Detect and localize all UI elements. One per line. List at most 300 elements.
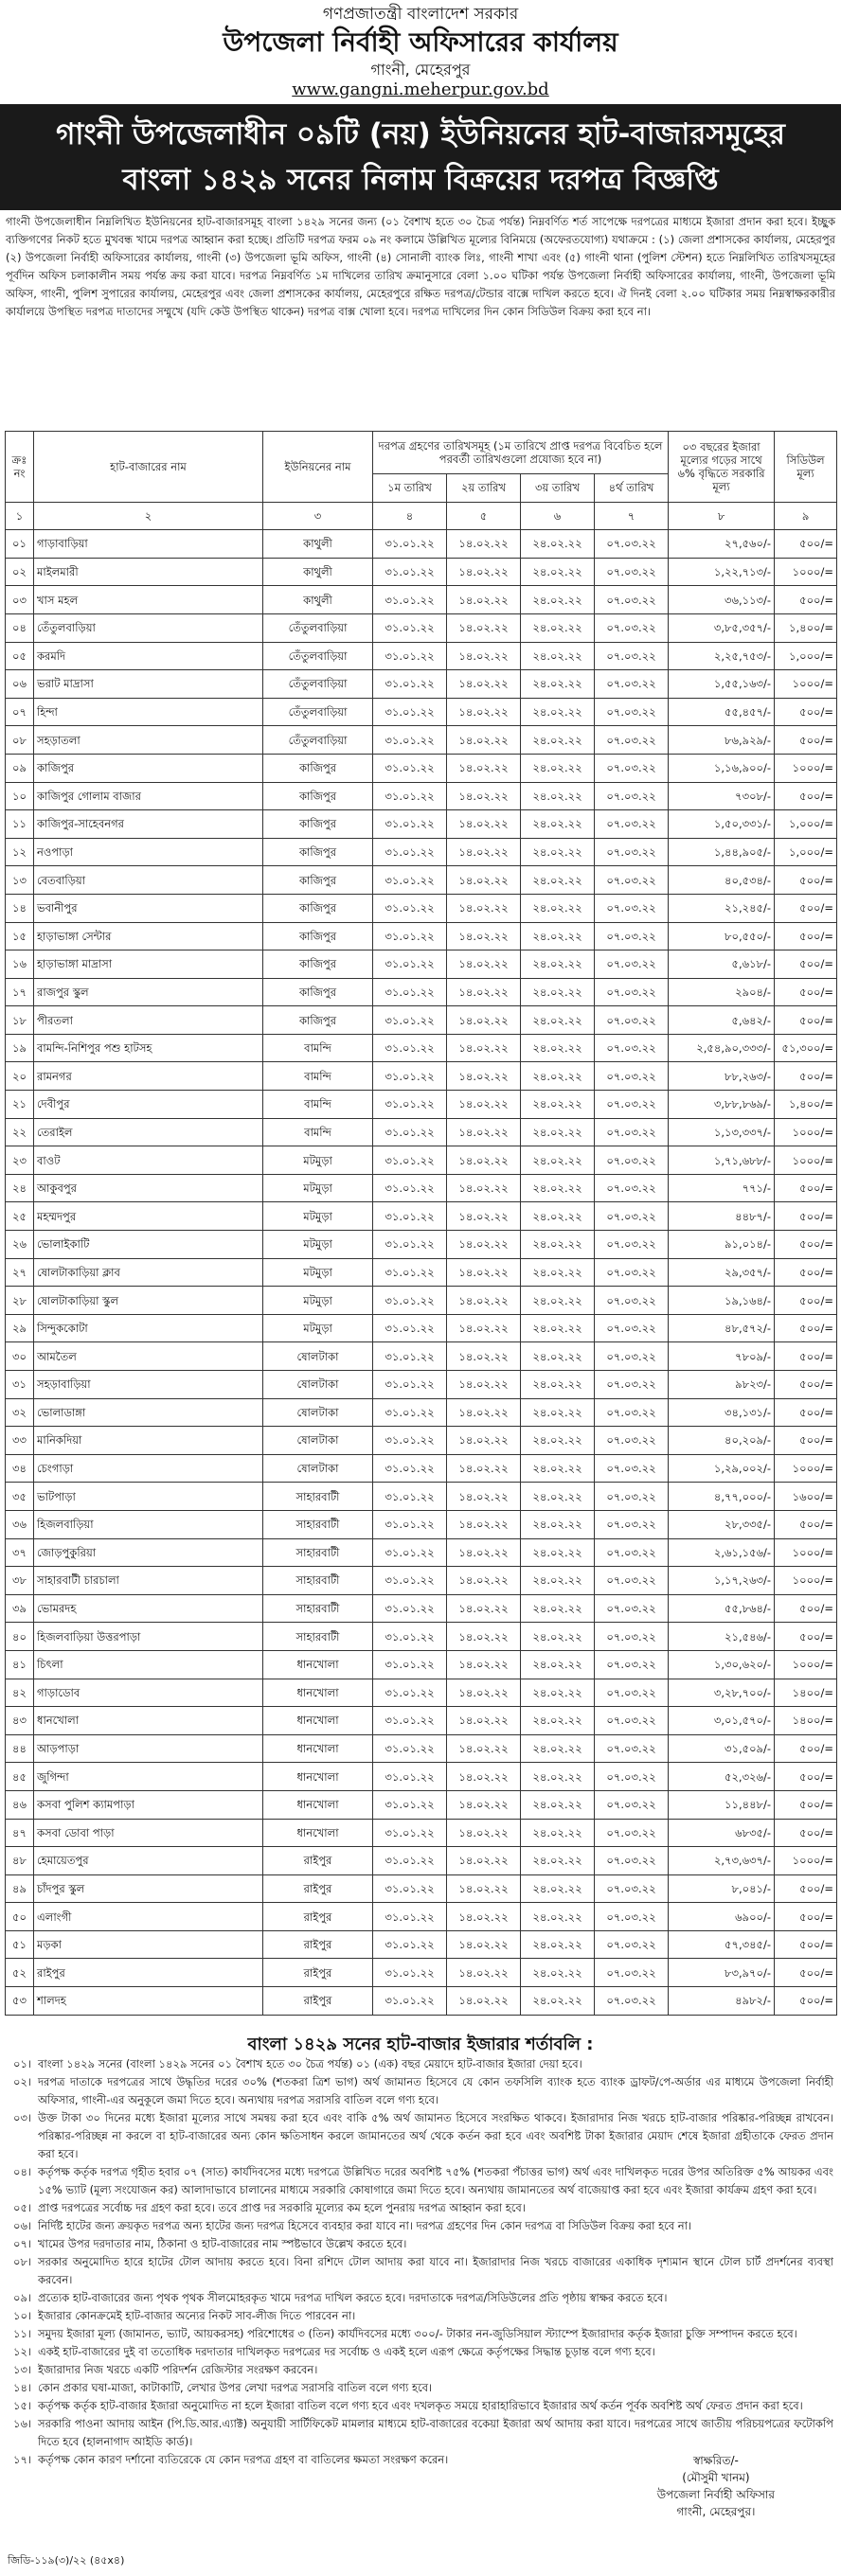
- union-cell: সাহারবাটী: [263, 1510, 373, 1538]
- serial-cell: ৩৬: [6, 1510, 34, 1538]
- date-1-cell: ৩১.০১.২২: [373, 1034, 447, 1062]
- date-2-cell: ১৪.০২.২২: [447, 1874, 521, 1903]
- date-3-cell: ২৪.০২.২২: [521, 1819, 595, 1847]
- serial-cell: ১৩: [6, 866, 34, 895]
- date-2-cell: ১৪.০২.২২: [447, 1202, 521, 1231]
- govt-price-cell: ২৮,৩৩৫/-: [669, 1510, 775, 1538]
- serial-cell: ১২: [6, 838, 34, 866]
- govt-price-cell: ৮৩,৯৭০/-: [669, 1959, 775, 1987]
- date-1-cell: ৩১.০১.২২: [373, 1146, 447, 1175]
- schedule-price-cell: ৫১,৩০০/=: [775, 1034, 837, 1062]
- government-name: গণপ্রজাতন্ত্রী বাংলাদেশ সরকার: [322, 5, 519, 24]
- serial-cell: ৩১: [6, 1371, 34, 1399]
- govt-price-cell: ৩,২৮,৭০০/-: [669, 1679, 775, 1707]
- table-row: [6, 1371, 837, 1399]
- date-2-cell: ১৪.০২.২২: [447, 810, 521, 839]
- term-item: [13, 2307, 833, 2325]
- schedule-price-cell: ৫০০/=: [775, 1819, 837, 1847]
- table-row: [6, 1987, 837, 2016]
- table-row: [6, 1062, 837, 1091]
- term-text: বাংলা ১৪২৯ সনের (বাংলা ১৪২৯ সনের ০১ বৈশাখ হতে ৩০ চৈত্র পর্যন্ত) ০১ (এক) বছর মেয়াদে হাট-বাজার ইজারা দেয়া হবে।: [38, 2056, 582, 2070]
- schedule-price-cell: ১,৪০০/=: [775, 1091, 837, 1119]
- date-2-cell: ১৪.০২.২২: [447, 1567, 521, 1595]
- union-cell: ষোলটাকা: [263, 1342, 373, 1371]
- schedule-price-cell: ৫০০/=: [775, 1258, 837, 1287]
- schedule-price-cell: ৫০০/=: [775, 1287, 837, 1315]
- market-name-cell: শালদহ: [34, 1987, 263, 2016]
- term-number: ০৩।: [13, 2110, 32, 2124]
- serial-cell: ৫০: [6, 1903, 34, 1931]
- date-2-cell: ১৪.০২.২২: [447, 1314, 521, 1342]
- date-4-cell: ০৭.০৩.২২: [595, 558, 669, 586]
- govt-price-cell: ৩,০১,৫৭০/-: [669, 1707, 775, 1735]
- date-2-cell: ১৪.০২.২২: [447, 1174, 521, 1202]
- date-2-cell: ১৪.০২.২২: [447, 1398, 521, 1427]
- table-row: [6, 1454, 837, 1483]
- serial-cell: ৪৬: [6, 1790, 34, 1819]
- term-number: ১৪।: [13, 2380, 32, 2394]
- market-name-cell: ভাটপাড়া: [34, 1483, 263, 1511]
- schedule-price-cell: ৫০০/=: [775, 1874, 837, 1903]
- table-row: [6, 978, 837, 1006]
- govt-price-cell: ২,৭৩,৬৩৭/-: [669, 1847, 775, 1875]
- market-name-cell: চাঁদপুর স্কুল: [34, 1874, 263, 1903]
- column-number: ৪: [373, 502, 447, 530]
- term-number: ০৬।: [13, 2218, 32, 2232]
- schedule-price-cell: ৫০০/=: [775, 1594, 837, 1623]
- schedule-price-cell: ১৬০০/=: [775, 1483, 837, 1511]
- market-name-cell: কাজিপুর গোলাম বাজার: [34, 782, 263, 810]
- union-cell: বামন্দি: [263, 1091, 373, 1119]
- serial-cell: ২২: [6, 1118, 34, 1146]
- market-name-cell: আড়পাড়া: [34, 1734, 263, 1763]
- serial-cell: ৩৩: [6, 1427, 34, 1455]
- date-3-cell: ২৪.০২.২২: [521, 1342, 595, 1371]
- date-4-cell: ০৭.০৩.২২: [595, 1679, 669, 1707]
- date-4-cell: ০৭.০৩.২২: [595, 1258, 669, 1287]
- date-4-cell: ০৭.০৩.২২: [595, 1650, 669, 1679]
- union-cell: ধানখোলা: [263, 1763, 373, 1791]
- date-3-cell: ২৪.০২.২২: [521, 726, 595, 755]
- market-name-cell: পীরতলা: [34, 1006, 263, 1035]
- date-4-cell: ০৭.০৩.২২: [595, 1454, 669, 1483]
- date-2-cell: ১৪.০২.২২: [447, 586, 521, 614]
- table-row: [6, 1707, 837, 1735]
- date-2-cell: ১৪.০২.২২: [447, 1538, 521, 1567]
- date-4-cell: ০৭.০৩.২২: [595, 782, 669, 810]
- date-2-cell: ১৪.০২.২২: [447, 754, 521, 782]
- date-1-cell: ৩১.০১.২২: [373, 1707, 447, 1735]
- date-1-cell: ৩১.০১.২২: [373, 922, 447, 950]
- date-2-cell: ১৪.০২.২২: [447, 530, 521, 559]
- date-2-cell: ১৪.০২.২২: [447, 726, 521, 755]
- market-name-cell: তেঁতুলবাড়িয়া: [34, 613, 263, 642]
- market-table: [5, 431, 837, 2016]
- union-cell: কাজিপুর: [263, 978, 373, 1006]
- union-cell: কাজিপুর: [263, 782, 373, 810]
- market-name-cell: জোড়পুকুরিয়া: [34, 1538, 263, 1567]
- date-4-cell: ০৭.০৩.২২: [595, 1146, 669, 1175]
- union-cell: সাহারবাটী: [263, 1567, 373, 1595]
- schedule-price-cell: ৫০০/=: [775, 1510, 837, 1538]
- market-name-cell: ধানখোলা: [34, 1707, 263, 1735]
- date-3-cell: ২৪.০২.২২: [521, 530, 595, 559]
- govt-price-cell: ১,৪৪,৯০৫/-: [669, 838, 775, 866]
- table-row: [6, 838, 837, 866]
- date-3-cell: ২৪.০২.২২: [521, 1034, 595, 1062]
- date-2-cell: ১৪.০২.২২: [447, 1118, 521, 1146]
- date-2-cell: ১৪.০২.২২: [447, 670, 521, 699]
- market-name-cell: কাজিপুর: [34, 754, 263, 782]
- serial-cell: ১৫: [6, 922, 34, 950]
- date-4-cell: ০৭.০৩.২২: [595, 530, 669, 559]
- table-row: [6, 1959, 837, 1987]
- table-row: [6, 1763, 837, 1791]
- govt-price-cell: ১,২৯,০০২/-: [669, 1454, 775, 1483]
- union-cell: ষোলটাকা: [263, 1454, 373, 1483]
- serial-cell: ৪৭: [6, 1819, 34, 1847]
- date-1-cell: ৩১.০১.২২: [373, 1231, 447, 1259]
- header-schedule-price: সিডিউল মূল্য: [775, 432, 837, 503]
- govt-price-cell: ১,৫৫,১৬৩/-: [669, 670, 775, 699]
- table-row: [6, 1202, 837, 1231]
- market-name-cell: হাড়াভাঙ্গা সেন্টার: [34, 922, 263, 950]
- table-row: [6, 1483, 837, 1511]
- union-cell: সাহারবাটী: [263, 1538, 373, 1567]
- market-name-cell: আমতৈল: [34, 1342, 263, 1371]
- date-3-cell: ২৪.০২.২২: [521, 754, 595, 782]
- govt-price-cell: ৩,৮৮,৮৬৯/-: [669, 1091, 775, 1119]
- serial-cell: ৩৭: [6, 1538, 34, 1567]
- date-4-cell: ০৭.০৩.২২: [595, 1819, 669, 1847]
- date-2-cell: ১৪.০২.২২: [447, 1987, 521, 2016]
- market-name-cell: জুগিন্দা: [34, 1763, 263, 1791]
- header-date-2: ২য় তারিখ: [447, 474, 521, 503]
- govt-price-cell: ৮৬,৯২৯/-: [669, 726, 775, 755]
- term-text: উক্ত টাকা ৩০ দিনের মধ্যে ইজারা মূল্যের সাথে সমন্বয় করা হবে এবং বাকি ৫% অর্থ জামানত হিসেবে সংরক্ষিত থাকবে। ইজারাদার নিজ খরচে হাট-বাজার পরিষ্কার-পরিচ্ছন্ন রাখবেন। পরিষ্কার-পরিচ্ছন্ন না করলে বা হাট-বাজারের অন্য কোন ক্ষতিসাধন করলে জামানতের অর্থ থেকে কর্তন করা হবে এবং অবশিষ্ট টাকা ইজারার মেয়াদ শেষে ইজারা গ্রহীতাকে ফেরত প্রদান করা হবে।: [38, 2110, 833, 2160]
- schedule-price-cell: ৫০০/=: [775, 782, 837, 810]
- govt-price-cell: ৫৫,৮৬৪/-: [669, 1594, 775, 1623]
- union-cell: ধানখোলা: [263, 1650, 373, 1679]
- serial-cell: ১১: [6, 810, 34, 839]
- table-row: [6, 1623, 837, 1651]
- date-1-cell: ৩১.০১.২২: [373, 894, 447, 922]
- table-row: [6, 1398, 837, 1427]
- date-2-cell: ১৪.০২.২২: [447, 1371, 521, 1399]
- date-3-cell: ২৪.০২.২২: [521, 894, 595, 922]
- term-item: [13, 2361, 833, 2379]
- govt-price-cell: ৫,৬১৮/-: [669, 950, 775, 979]
- govt-price-cell: ৮৮,২৬৩/-: [669, 1062, 775, 1091]
- govt-price-cell: ৬৮৩৫/-: [669, 1819, 775, 1847]
- govt-price-cell: ৪০,৫৩৪/-: [669, 866, 775, 895]
- header-date-3: ৩য় তারিখ: [521, 474, 595, 503]
- union-cell: রাইপুর: [263, 1959, 373, 1987]
- serial-cell: ১৭: [6, 978, 34, 1006]
- table-row: [6, 1650, 837, 1679]
- union-cell: রাইপুর: [263, 1987, 373, 2016]
- govt-price-cell: ২৭,৫৬০/-: [669, 530, 775, 559]
- date-3-cell: ২৪.০২.২২: [521, 1314, 595, 1342]
- website-link[interactable]: www.gangni.meherpur.gov.bd: [292, 80, 549, 99]
- table-row: [6, 1231, 837, 1259]
- market-name-cell: গাড়াডোব: [34, 1679, 263, 1707]
- market-rows: [6, 530, 837, 2015]
- market-name-cell: বেতবাড়িয়া: [34, 866, 263, 895]
- schedule-price-cell: ৫০০/=: [775, 1174, 837, 1202]
- serial-cell: ২৯: [6, 1314, 34, 1342]
- market-name-cell: রাজপুর স্কুল: [34, 978, 263, 1006]
- column-number: ৬: [521, 502, 595, 530]
- date-3-cell: ২৪.০২.২২: [521, 1258, 595, 1287]
- date-2-cell: ১৪.০২.২২: [447, 1427, 521, 1455]
- date-2-cell: ১৪.০২.২২: [447, 1930, 521, 1959]
- term-text: কর্তৃপক্ষ কর্তৃক দরপত্র গৃহীত হবার ০৭ (সাত) কার্যদিবসের মধ্যে দরপত্রে উল্লিখিত দরের অবশিষ্ট ৭৫% (শতকরা পঁচাত্তর ভাগ) অর্থ এবং দাখিলকৃত দরের উপর অতিরিক্ত ৫% আয়কর এবং ১৫% ভ্যাট (মূল্য সংযোজন কর) আলাদাভাবে চালানের মাধ্যমে সরকারি কোষাগারে জমা দিতে হবে। অন্যথায় জামানতের অর্থ বাজেয়াপ্ত করা হবে এবং ইজারা কার্যক্রম গ্রহণ করা হবে।: [38, 2164, 833, 2196]
- signature-block: [657, 2452, 775, 2520]
- date-3-cell: ২৪.০২.২২: [521, 1650, 595, 1679]
- schedule-price-cell: ১০০০/=: [775, 1118, 837, 1146]
- schedule-price-cell: ১০০০/=: [775, 1650, 837, 1679]
- date-1-cell: ৩১.০১.২২: [373, 698, 447, 726]
- column-number: ৫: [447, 502, 521, 530]
- date-3-cell: ২৪.০২.২২: [521, 1146, 595, 1175]
- date-2-cell: ১৪.০২.২২: [447, 1623, 521, 1651]
- serial-cell: ২৭: [6, 1258, 34, 1287]
- table-row: [6, 754, 837, 782]
- schedule-price-cell: ৫০০/=: [775, 1231, 837, 1259]
- union-cell: ধানখোলা: [263, 1679, 373, 1707]
- date-2-cell: ১৪.০২.২২: [447, 1903, 521, 1931]
- schedule-price-cell: ১,০০০/=: [775, 810, 837, 839]
- date-1-cell: ৩১.০১.২২: [373, 1427, 447, 1455]
- govt-price-cell: ৪৪৮৭/-: [669, 1202, 775, 1231]
- govt-price-cell: ২,৬১,১৫৬/-: [669, 1538, 775, 1567]
- union-cell: বামন্দি: [263, 1062, 373, 1091]
- header-govt-price: ০৩ বছরের ইজারা মূল্যের গড়ের সাথে ৬% বৃদ্ধিতে সরকারি মূল্য: [669, 432, 775, 503]
- govt-price-cell: ১,১৭,২৬৩/-: [669, 1567, 775, 1595]
- govt-price-cell: ৩,৮৫,৩৫৭/-: [669, 613, 775, 642]
- date-4-cell: ০৭.০৩.২২: [595, 613, 669, 642]
- table-row: [6, 1874, 837, 1903]
- table-row: [6, 1314, 837, 1342]
- govt-price-cell: ৪০,২০৯/-: [669, 1427, 775, 1455]
- date-1-cell: ৩১.০১.২২: [373, 1258, 447, 1287]
- govt-price-cell: ৫৫,৪৫৭/-: [669, 698, 775, 726]
- date-4-cell: ০৭.০৩.২২: [595, 670, 669, 699]
- schedule-price-cell: ৫০০/=: [775, 698, 837, 726]
- date-3-cell: ২৪.০২.২২: [521, 1874, 595, 1903]
- date-2-cell: ১৪.০২.২২: [447, 1847, 521, 1875]
- govt-price-cell: ১৯,১৬৪/-: [669, 1287, 775, 1315]
- govt-price-cell: ৫২,৩২৬/-: [669, 1763, 775, 1791]
- govt-price-cell: ২৯০৪/-: [669, 978, 775, 1006]
- schedule-price-cell: ৫০০/=: [775, 1062, 837, 1091]
- table-row: [6, 1006, 837, 1035]
- govt-price-cell: ১,১৩,৩৩৭/-: [669, 1118, 775, 1146]
- term-text: প্রাপ্ত দরপত্রের সর্বোচ্চ দর গ্রহণ করা হবে। তবে প্রাপ্ত দর সরকারি মূল্যের কম হলে পুনরায় দরপত্র আহ্বান করা হবে।: [38, 2200, 526, 2214]
- date-4-cell: ০৭.০৩.২২: [595, 894, 669, 922]
- table-row: [6, 1930, 837, 1959]
- date-1-cell: ৩১.০১.২২: [373, 1398, 447, 1427]
- union-cell: মটমুড়া: [263, 1231, 373, 1259]
- union-cell: মটমুড়া: [263, 1314, 373, 1342]
- schedule-price-cell: ৫০০/=: [775, 1790, 837, 1819]
- govt-price-cell: ৩৬,১১৩/-: [669, 586, 775, 614]
- term-item: [13, 2379, 833, 2397]
- date-4-cell: ০৭.০৩.২২: [595, 1959, 669, 1987]
- office-name: উপজেলা নির্বাহী অফিসারের কার্যালয়: [223, 27, 618, 58]
- table-row: [6, 726, 837, 755]
- schedule-price-cell: ১৪০০/=: [775, 1707, 837, 1735]
- date-3-cell: ২৪.০২.২২: [521, 1287, 595, 1315]
- date-1-cell: ৩১.০১.২২: [373, 1342, 447, 1371]
- term-number: ১৬।: [13, 2416, 32, 2430]
- union-cell: ষোলটাকা: [263, 1371, 373, 1399]
- date-2-cell: ১৪.০২.২২: [447, 978, 521, 1006]
- date-4-cell: ০৭.০৩.২২: [595, 1483, 669, 1511]
- date-4-cell: ০৭.০৩.২২: [595, 866, 669, 895]
- term-item: [13, 2253, 833, 2289]
- schedule-price-cell: ১,০০০/=: [775, 642, 837, 670]
- govt-price-cell: ১,৭১,৬৮৮/-: [669, 1146, 775, 1175]
- term-text: ইজারাদার নিজ খরচে একটি পরিদর্শন রেজিস্টার সংরক্ষণ করবেন।: [38, 2362, 318, 2376]
- serial-cell: ০২: [6, 558, 34, 586]
- market-name-cell: মানিকদিয়া: [34, 1427, 263, 1455]
- date-3-cell: ২৪.০২.২২: [521, 586, 595, 614]
- term-item: [13, 2073, 833, 2109]
- govt-price-cell: ২,৫৪,৯০,৩৩৩/-: [669, 1034, 775, 1062]
- date-4-cell: ০৭.০৩.২২: [595, 1594, 669, 1623]
- serial-cell: ৫১: [6, 1930, 34, 1959]
- market-name-cell: খাস মহল: [34, 586, 263, 614]
- market-name-cell: গাড়াবাড়িয়া: [34, 530, 263, 559]
- date-1-cell: ৩১.০১.২২: [373, 1287, 447, 1315]
- office-place: গাংনী, মেহেরপুর: [370, 61, 471, 79]
- govt-price-cell: ৪৮,৫৭২/-: [669, 1314, 775, 1342]
- date-2-cell: ১৪.০২.২২: [447, 1062, 521, 1091]
- date-2-cell: ১৪.০২.২২: [447, 1679, 521, 1707]
- table-row: [6, 1790, 837, 1819]
- schedule-price-cell: ১৪০০/=: [775, 1679, 837, 1707]
- date-2-cell: ১৪.০২.২২: [447, 1146, 521, 1175]
- market-name-cell: ষোলটাকাড়িয়া ক্লাব: [34, 1258, 263, 1287]
- term-text: সমুদয় ইজারা মূল্য (জামানত, ভ্যাট, আয়করসহ) পরিশোধের ৩ (তিন) কার্যদিবসের মধ্যে ৩০০/- টাকার নন-জুডিসিয়াল স্ট্যাম্পে ইজারাদার কর্তৃক ইজারা চুক্তি সম্পাদন করতে হবে।: [38, 2326, 797, 2340]
- date-1-cell: ৩১.০১.২২: [373, 613, 447, 642]
- table-row: [6, 1258, 837, 1287]
- date-4-cell: ০৭.০৩.২২: [595, 1427, 669, 1455]
- schedule-price-cell: ৫০০/=: [775, 1903, 837, 1931]
- header-dates: দরপত্র গ্রহণের তারিখসমূহ (১ম তারিখে প্রাপ্ত দরপত্র বিবেচিত হলে পরবর্তী তারিখগুলো প্রযোজ্য হবে না): [373, 432, 669, 474]
- date-3-cell: ২৪.০২.২২: [521, 866, 595, 895]
- schedule-price-cell: ১০০০/=: [775, 1567, 837, 1595]
- date-3-cell: ২৪.০২.২২: [521, 1483, 595, 1511]
- table-row: [6, 1174, 837, 1202]
- date-2-cell: ১৪.০২.২২: [447, 1650, 521, 1679]
- market-name-cell: আকুবপুর: [34, 1174, 263, 1202]
- term-text: নির্দিষ্ট হাটের জন্য ক্রয়কৃত দরপত্র অন্য হাটের জন্য দরপত্র হিসেবে ব্যবহার করা যাবে না। দরপত্র গ্রহণের দিন কোন দরপত্র বা সিডিউল বিক্রয় করা হবে না।: [38, 2218, 692, 2232]
- date-3-cell: ২৪.০২.২২: [521, 1903, 595, 1931]
- serial-cell: ৪০: [6, 1623, 34, 1651]
- date-2-cell: ১৪.০২.২২: [447, 1454, 521, 1483]
- date-1-cell: ৩১.০১.২২: [373, 558, 447, 586]
- date-1-cell: ৩১.০১.২২: [373, 1790, 447, 1819]
- serial-cell: ২১: [6, 1091, 34, 1119]
- serial-cell: ৫২: [6, 1959, 34, 1987]
- date-1-cell: ৩১.০১.২২: [373, 1874, 447, 1903]
- date-3-cell: ২৪.০২.২২: [521, 1623, 595, 1651]
- table-row: [6, 558, 837, 586]
- header-union: ইউনিয়নের নাম: [263, 432, 373, 503]
- date-3-cell: ২৪.০২.২২: [521, 1734, 595, 1763]
- signatory-place: গাংনী, মেহেরপুর।: [676, 2505, 756, 2518]
- schedule-price-cell: ৫০০/=: [775, 1623, 837, 1651]
- date-4-cell: ০৭.০৩.২২: [595, 1930, 669, 1959]
- govt-price-cell: ৯১,০১৪/-: [669, 1231, 775, 1259]
- table-row: [6, 866, 837, 895]
- union-cell: বামন্দি: [263, 1118, 373, 1146]
- serial-cell: ০৭: [6, 698, 34, 726]
- serial-cell: ৪২: [6, 1679, 34, 1707]
- schedule-price-cell: ৫০০/=: [775, 1342, 837, 1371]
- market-name-cell: কাজিপুর-সাহেবনগর: [34, 810, 263, 839]
- date-1-cell: ৩১.০১.২২: [373, 838, 447, 866]
- market-name-cell: সহড়াতলা: [34, 726, 263, 755]
- serial-cell: ১৬: [6, 950, 34, 979]
- date-2-cell: ১৪.০২.২২: [447, 866, 521, 895]
- date-3-cell: ২৪.০২.২২: [521, 1202, 595, 1231]
- date-1-cell: ৩১.০১.২২: [373, 1567, 447, 1595]
- table-row: [6, 1427, 837, 1455]
- market-name-cell: ভবানীপুর: [34, 894, 263, 922]
- date-3-cell: ২৪.০২.২২: [521, 922, 595, 950]
- date-3-cell: ২৪.০২.২২: [521, 1959, 595, 1987]
- term-number: ১৩।: [13, 2362, 32, 2376]
- term-number: ০৫।: [13, 2200, 32, 2214]
- date-4-cell: ০৭.০৩.২২: [595, 1006, 669, 1035]
- serial-cell: ৩৫: [6, 1483, 34, 1511]
- union-cell: তেঁতুলবাড়িয়া: [263, 670, 373, 699]
- schedule-price-cell: ৫০০/=: [775, 530, 837, 559]
- date-4-cell: ০৭.০৩.২২: [595, 1118, 669, 1146]
- date-1-cell: ৩১.০১.২২: [373, 1371, 447, 1399]
- date-4-cell: ০৭.০৩.২২: [595, 642, 669, 670]
- column-number: ৮: [669, 502, 775, 530]
- date-3-cell: ২৪.০২.২২: [521, 1006, 595, 1035]
- serial-cell: ১৪: [6, 894, 34, 922]
- date-1-cell: ৩১.০১.২২: [373, 950, 447, 979]
- date-3-cell: ২৪.০২.২২: [521, 1398, 595, 1427]
- date-4-cell: ০৭.০৩.২২: [595, 586, 669, 614]
- date-4-cell: ০৭.০৩.২২: [595, 1202, 669, 1231]
- govt-price-cell: ৪,৭৭,০০০/-: [669, 1483, 775, 1511]
- date-4-cell: ০৭.০৩.২২: [595, 1874, 669, 1903]
- table-row: [6, 1091, 837, 1119]
- date-1-cell: ৩১.০১.২২: [373, 1819, 447, 1847]
- table-row: [6, 1679, 837, 1707]
- date-2-cell: ১৪.০২.২২: [447, 698, 521, 726]
- term-item: [13, 2397, 833, 2415]
- header-date-1: ১ম তারিখ: [373, 474, 447, 503]
- column-number: ১: [6, 502, 34, 530]
- term-text: দরপত্র দাতাকে দরপত্রের সাথে উদ্ধৃতির দরের ৩০% (শতকরা ত্রিশ ভাগ) অর্থ জামানত হিসেবে যে কোন তফসিলি ব্যাংক হতে ব্যাংক ড্রাফট/পে-অর্ডার এর মাধ্যমে উপজেলা নির্বাহী অফিসার, গাংনী-এর অনুকূলে জমা দিতে হবে। অন্যথায় দরপত্র সরাসরি বাতিল বলে গণ্য হবে।: [38, 2074, 833, 2106]
- date-2-cell: ১৪.০২.২২: [447, 1231, 521, 1259]
- schedule-price-cell: ৫০০/=: [775, 922, 837, 950]
- union-cell: মটমুড়া: [263, 1174, 373, 1202]
- date-3-cell: ২৪.০২.২২: [521, 1790, 595, 1819]
- schedule-price-cell: ১০০০/=: [775, 1454, 837, 1483]
- schedule-price-cell: ৫০০/=: [775, 894, 837, 922]
- date-3-cell: ২৪.০২.২২: [521, 1679, 595, 1707]
